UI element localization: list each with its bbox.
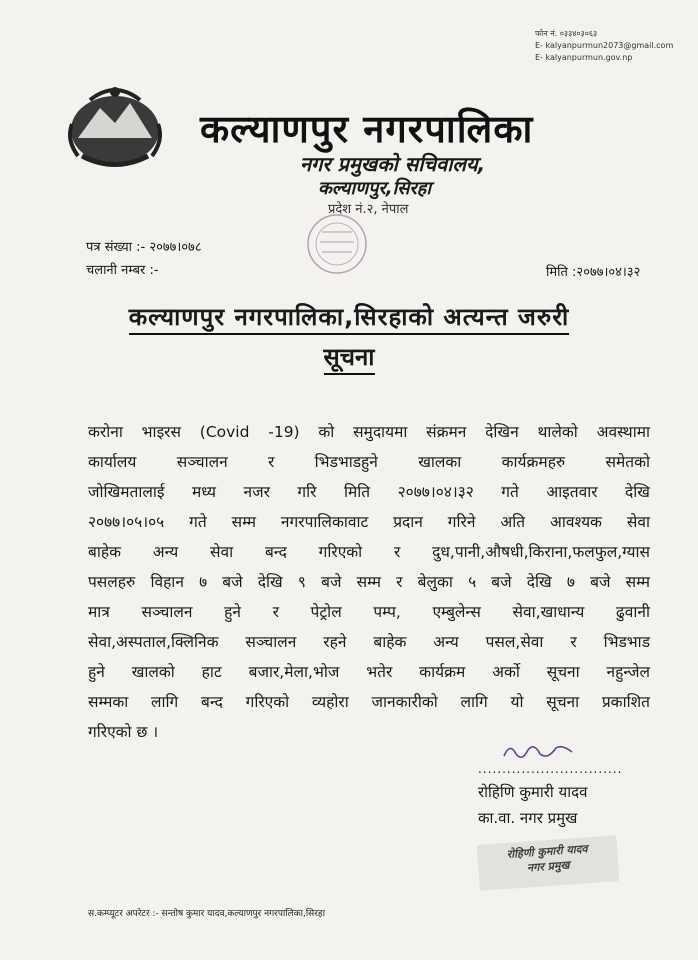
signatory-name: रोहिणि कुमारी यादव [478,783,588,801]
handwritten-signature-icon [498,738,578,764]
notice-line: २०७७।०५।०५ गते सम्म नगरपालिकावाट प्रदान गरिने अति आवश्यक सेवा [88,513,650,531]
office-location: कल्याणपुर,सिरहा [318,178,432,199]
notice-line: पसलहरु विहान ७ बजे देखि ९ बजे सम्म र बेलुका ५ बजे देखि ७ बजे सम्म [88,573,650,591]
notice-line: गरिएको छ । [88,723,159,741]
office-name: नगर प्रमुखको सचिवालय, [300,152,486,176]
notice-heading [0,300,698,333]
municipality-title: कल्याणपुर नगरपालिका [200,107,534,151]
phone-number: फोन नं. ०३३४०३०६३ [535,29,598,38]
notice-line: सेवा,अस्पताल,क्लिनिक सञ्चालन रहने बाहेक अन्य पसल,सेवा र भिडभाड [88,633,650,651]
notice-subheading [0,340,698,373]
contact-info [535,28,673,64]
stamp-name: रोहिणी कुमारी यादव [506,842,589,861]
stamp-title: नगर प्रमुख [526,858,570,875]
website: E- kalyanpurmun.gov.np [535,53,633,62]
letter-number: पत्र संख्या :- २०७७।०७८ [86,240,202,255]
letter-date: मिति :२०७७।०४।३२ [546,265,641,280]
footer-operator: स.कम्प्यूटर अपरेटर :- सन्तोष कुमार यादव,कल्याणपुर नगरपालिका,सिरहा [88,909,326,919]
province-label: प्रदेश नं.२, नेपाल [328,202,409,217]
notice-line: जोखिमतालाई मध्य नजर गरि मिति २०७७।०४।३२ गते आइतवार देखि [88,483,650,501]
signatory-title: का.वा. नगर प्रमुख [478,809,578,827]
notice-line: सम्मका लागि बन्द गरिएको व्यहोरा जानकारीको लागि यो सूचना प्रकाशित [88,693,650,711]
name-stamp [477,835,620,891]
notice-line: करोना भाइरस (Covid -19) को समुदायमा संक्रमन देखिन थालेको अवस्थामा [88,423,650,441]
notice-line: मात्र सञ्चालन हुने र पेट्रोल पम्प, एम्बुलेन्स सेवा,खाधान्य ढुवानी [88,603,650,621]
office-seal-stamp-icon [300,212,375,277]
nepal-emblem-icon [60,78,170,176]
notice-line: कार्यालय सञ्चालन र भिडभाडहुने खालका कार्यक्रमहरु समेतको [88,453,650,471]
notice-line: बाहेक अन्य सेवा बन्द गरिएको र दुध,पानी,औषधी,किराना,फलफुल,ग्यास [88,543,650,561]
notice-heading-line2: सूचना [324,343,375,375]
email-address: E- kalyanpurmun2073@gmail.com [535,41,674,50]
notice-line: हुने खालको हाट बजार,मेला,भोज भतेर कार्यक्रम अर्को सूचना नहुन्जेल [88,663,650,681]
signature-line: .............................. [478,762,623,776]
dispatch-number: चलानी नम्बर :- [86,263,159,278]
notice-heading-line1: कल्याणपुर नगरपालिका,सिरहाको अत्यन्त जरुरी [129,303,570,335]
